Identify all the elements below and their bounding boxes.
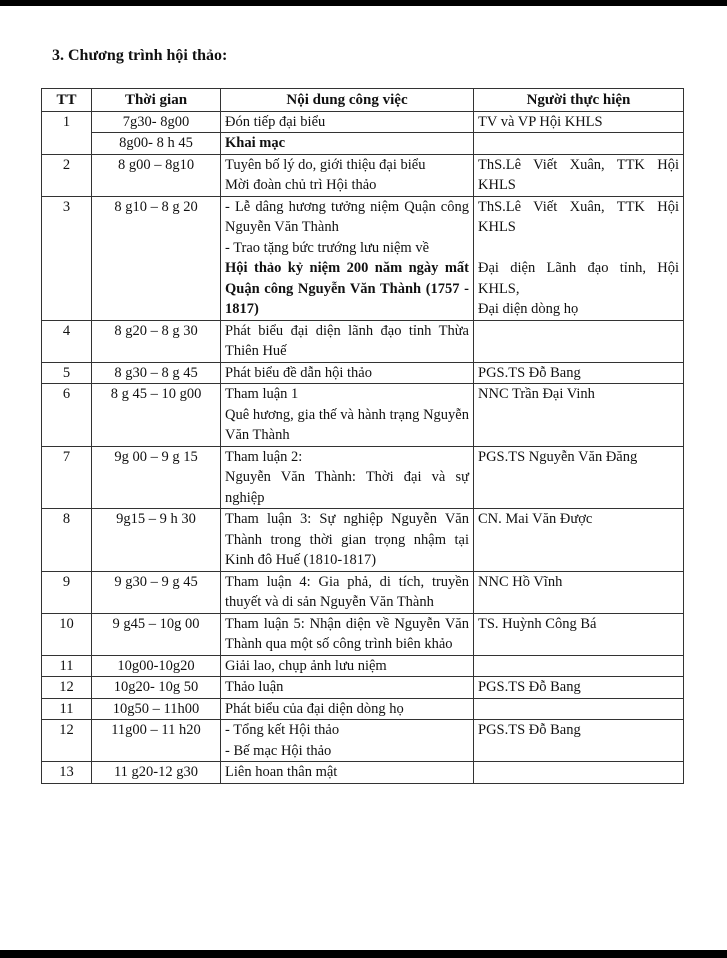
table-row (42, 384, 684, 447)
row-content (221, 384, 474, 447)
table-row (42, 196, 684, 320)
content-line: - Trao tặng bức trướng lưu niệm về (225, 239, 430, 256)
table-row (42, 677, 684, 699)
row-number: 11 (42, 698, 92, 720)
performer-line: NNC Trần Đại Vinh (478, 386, 595, 402)
row-content (221, 720, 474, 762)
row-number: 7 (42, 446, 92, 509)
table-body (42, 111, 684, 783)
content-line: Tham luận 2: (225, 448, 303, 465)
row-content (221, 677, 474, 699)
row-number: 13 (42, 762, 92, 784)
content-line: Hội thảo kỷ niệm 200 năm ngày mất Quận công Nguyễn Văn Thành (1757 - 1817) (225, 260, 469, 317)
row-content (221, 571, 474, 613)
content-line: Đón tiếp đại biểu (225, 113, 326, 130)
row-content (221, 446, 474, 509)
row-number: 6 (42, 384, 92, 447)
performer-line: Đại diện dòng họ (478, 301, 579, 317)
content-line: Liên hoan thân mật (225, 764, 338, 780)
row-number: 11 (42, 655, 92, 677)
row-time: 10g20- 10g 50 (92, 677, 221, 699)
header-time: Thời gian (92, 89, 221, 112)
row-number: 10 (42, 613, 92, 655)
content-line: Mời đoàn chủ trì Hội thảo (225, 177, 377, 193)
table-row (42, 720, 684, 762)
table-row (42, 320, 684, 362)
row-time: 9 g30 – 9 g 45 (92, 571, 221, 613)
row-performer (474, 613, 684, 655)
row-number: 3 (42, 196, 92, 320)
row-performer (474, 655, 684, 677)
row-content (221, 362, 474, 384)
section-heading: 3. Chương trình hội thảo: (52, 47, 228, 64)
row-number: 4 (42, 320, 92, 362)
row-performer (474, 154, 684, 196)
table-header-row (42, 89, 684, 112)
row-number: 5 (42, 362, 92, 384)
performer-line: PGS.TS Nguyễn Văn Đăng (478, 448, 638, 465)
row-number: 12 (42, 720, 92, 762)
table-row (42, 446, 684, 509)
row-number: 12 (42, 677, 92, 699)
row-number: 2 (42, 154, 92, 196)
row-time: 8g00- 8 h 45 (92, 133, 221, 155)
row-time: 8 g00 – 8g10 (92, 154, 221, 196)
performer-line: PGS.TS Đỗ Bang (478, 722, 581, 738)
content-line: Nguyễn Văn Thành: Thời đại và sự nghiệp (225, 469, 469, 506)
row-content (221, 320, 474, 362)
document-page (0, 6, 727, 950)
row-time: 8 g10 – 8 g 20 (92, 196, 221, 320)
content-line: Phát biểu của đại diện dòng họ (225, 700, 404, 717)
row-content (221, 196, 474, 320)
table-row (42, 613, 684, 655)
table-row (42, 571, 684, 613)
content-line: Khai mạc (225, 135, 286, 151)
row-time: 7g30- 8g00 (92, 111, 221, 133)
content-line: Quê hương, gia thế và hành trạng Nguyễn Văn Thành (225, 406, 469, 443)
row-content (221, 509, 474, 572)
row-content (221, 613, 474, 655)
row-number: 8 (42, 509, 92, 572)
content-line: - Tổng kết Hội thảo (225, 722, 340, 738)
performer-line (478, 321, 679, 342)
row-time: 8 g20 – 8 g 30 (92, 320, 221, 362)
performer-line: PGS.TS Đỗ Bang (478, 364, 581, 381)
content-line: Phát biểu đề dẫn hội thảo (225, 364, 372, 381)
row-performer (474, 133, 684, 155)
header-performer: Người thực hiện (474, 89, 684, 112)
header-content: Nội dung công việc (221, 89, 474, 112)
performer-line (478, 656, 679, 677)
content-line: Tham luận 3: Sự nghiệp Nguyễn Văn Thành trong thời gian trọng nhậm tại Kinh đô Huế (1810-1817) (225, 511, 469, 568)
content-line: Thảo luận (225, 679, 284, 695)
row-time: 8 g30 – 8 g 45 (92, 362, 221, 384)
table-row (42, 698, 684, 720)
table-row (42, 362, 684, 384)
performer-line: ThS.Lê Viết Xuân, TTK Hội KHLS (478, 156, 679, 193)
performer-line: TV và VP Hội KHLS (478, 113, 603, 130)
row-performer (474, 509, 684, 572)
row-content (221, 762, 474, 784)
content-line: Giải lao, chụp ảnh lưu niệm (225, 657, 387, 674)
row-content (221, 655, 474, 677)
performer-line (478, 238, 679, 259)
row-performer (474, 111, 684, 133)
table-row (42, 111, 684, 133)
row-time: 8 g 45 – 10 g00 (92, 384, 221, 447)
row-performer (474, 677, 684, 699)
performer-line: ThS.Lê Viết Xuân, TTK Hội KHLS (478, 198, 679, 235)
row-time: 11g00 – 11 h20 (92, 720, 221, 762)
table-row (42, 509, 684, 572)
row-time: 9g 00 – 9 g 15 (92, 446, 221, 509)
row-time: 10g00-10g20 (92, 655, 221, 677)
row-time: 9 g45 – 10g 00 (92, 613, 221, 655)
row-performer (474, 320, 684, 362)
row-performer (474, 362, 684, 384)
performer-line (478, 699, 679, 720)
row-performer (474, 698, 684, 720)
performer-line: PGS.TS Đỗ Bang (478, 679, 581, 695)
row-content (221, 111, 474, 133)
row-number: 9 (42, 571, 92, 613)
table-row (42, 762, 684, 784)
row-performer (474, 384, 684, 447)
row-content (221, 154, 474, 196)
content-line: Phát biểu đại diện lãnh đạo tỉnh Thừa Thiên Huế (225, 322, 469, 359)
header-tt: TT (42, 89, 92, 112)
content-line: Tham luận 5: Nhận diện về Nguyễn Văn Thành qua một số công trình biên khảo (225, 615, 469, 652)
table-row (42, 133, 684, 155)
row-content (221, 133, 474, 155)
table-row (42, 154, 684, 196)
content-line: Tham luận 4: Gia phả, di tích, truyền thuyết và di sản Nguyễn Văn Thành (225, 573, 469, 610)
performer-line: CN. Mai Văn Được (478, 511, 593, 527)
row-performer (474, 196, 684, 320)
row-performer (474, 720, 684, 762)
content-line: Tuyên bố lý do, giới thiệu đại biểu (225, 156, 426, 173)
row-time: 11 g20-12 g30 (92, 762, 221, 784)
performer-line (478, 762, 679, 783)
row-time: 9g15 – 9 h 30 (92, 509, 221, 572)
row-content (221, 698, 474, 720)
content-line: - Lễ dâng hương tưởng niệm Quận công Nguyễn Văn Thành (225, 198, 469, 235)
program-table (41, 88, 684, 784)
row-number: 1 (42, 111, 92, 154)
row-performer (474, 762, 684, 784)
row-performer (474, 571, 684, 613)
row-time: 10g50 – 11h00 (92, 698, 221, 720)
performer-line: TS. Huỳnh Công Bá (478, 615, 597, 632)
performer-line: Đại diện Lãnh đạo tỉnh, Hội KHLS, (478, 260, 679, 297)
performer-line: NNC Hồ Vĩnh (478, 573, 563, 590)
row-performer (474, 446, 684, 509)
content-line: - Bế mạc Hội thảo (225, 742, 332, 759)
performer-line (478, 133, 679, 154)
content-line: Tham luận 1 (225, 386, 299, 402)
table-row (42, 655, 684, 677)
